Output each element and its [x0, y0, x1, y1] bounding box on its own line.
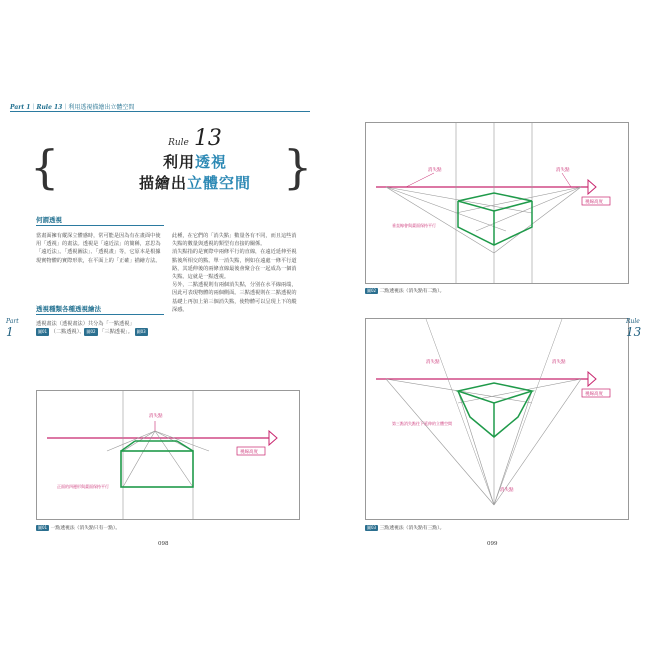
- right-column-text: 此種，在它們的「消失點」數量各有不同，而且這些消失點的數量與透視的類型有直接的關係。 消失點指的是實際中兩條平行的直線，在遠近延伸至視點後所相交的點。單一消失點，例如在遠處一條平行道路，其延伸後的兩條直線最後會聚合在一起成為一個消失點。這就是一點透視。 另外，二點透視則有兩個消失點，分別在水平線兩端，因此可表現物體的兩個側面。三點透視則在二點透視的基礎上再加上第三個消失點，使物體可以呈現上下的縱深感。: [172, 233, 297, 313]
- right-side-tab: Rule 13: [626, 318, 642, 339]
- figure-03-drawing: [366, 319, 628, 519]
- left-brace-icon: {: [30, 140, 60, 194]
- figure-03: [365, 318, 629, 520]
- title-line-1: 利用透視: [162, 153, 228, 171]
- fig01-vp-label: 消失點: [149, 414, 163, 419]
- section1-rule: [36, 225, 164, 226]
- fig03-vp-label-right: 消失點: [552, 360, 566, 365]
- page-number-left: 098: [158, 541, 169, 547]
- title-line-2: 描繪出立體空間: [138, 174, 252, 192]
- section2-heading: 透視種類各種透視繪法: [36, 305, 101, 313]
- right-brace-icon: }: [283, 140, 313, 194]
- fig02-vp-label-left: 消失點: [428, 168, 442, 173]
- fig02-horizon-arrow: [588, 180, 596, 194]
- figure-02-drawing: [366, 123, 628, 283]
- fig02-note: 垂直線會與畫面保持平行: [392, 223, 436, 228]
- fig03-cube-sides: [458, 391, 532, 437]
- title-block: Rule 13 利用透視 描繪出立體空間: [95, 126, 295, 193]
- section1-heading: 何謂透視: [36, 216, 62, 224]
- figure-01-drawing: [37, 391, 299, 519]
- fig03-vp-label-bottom: 消失點: [500, 488, 514, 493]
- figure-01: [36, 390, 300, 520]
- running-header: Part 1｜Rule 13｜利用透視描繪出立體空間: [10, 104, 135, 111]
- left-side-tab: Part 1: [6, 318, 19, 339]
- page-number-right: 099: [487, 541, 498, 547]
- figure-02-caption: 圖02 二點透視法（消失點有二點）。: [367, 288, 445, 294]
- fig01-horizon-arrow: [269, 431, 277, 445]
- fig03-horizon-arrow: [588, 372, 596, 386]
- fig02-horizon-label: 視線高度: [585, 200, 603, 205]
- header-rule: [10, 111, 310, 112]
- figure-02: [365, 122, 629, 284]
- fig01-note: 正面的四邊形與畫面保持平行: [57, 484, 109, 489]
- section2-rule: [36, 314, 164, 315]
- figure-01-caption: 圖01 一點透視法（消失點只有一點）。: [38, 525, 121, 531]
- fig01-horizon-label: 視線高度: [240, 450, 258, 455]
- fig03-note: 第三點消失點往下延伸的立體空間: [392, 421, 452, 426]
- section1-paragraph-1: 當畫面擁有縱深立體感時，常可能是因為有在畫面中使用「透視」的畫法。透視是「遠近法」的簡稱，意思為「遠近法」。「透視圖法」、「透視畫」等，它原本是根據現實物體的實際形狀，在平面上的「正確」描繪方法。: [36, 233, 161, 264]
- fig03-cube-top: [458, 383, 532, 403]
- section2-text: 透視畫法（透視畫法）共分為「一點透視」 圖01 （二點透視）、 圖02 「三點透視」。 圖03: [36, 321, 146, 336]
- fig03-horizon-label: 視線高度: [585, 392, 603, 397]
- fig03-vp-label-left: 消失點: [426, 360, 440, 365]
- fig01-cube-front: [121, 451, 193, 487]
- figure-03-caption: 圖03 三點透視法（消失點有三點）。: [367, 525, 445, 531]
- fig02-vp-label-right: 消失點: [556, 168, 570, 173]
